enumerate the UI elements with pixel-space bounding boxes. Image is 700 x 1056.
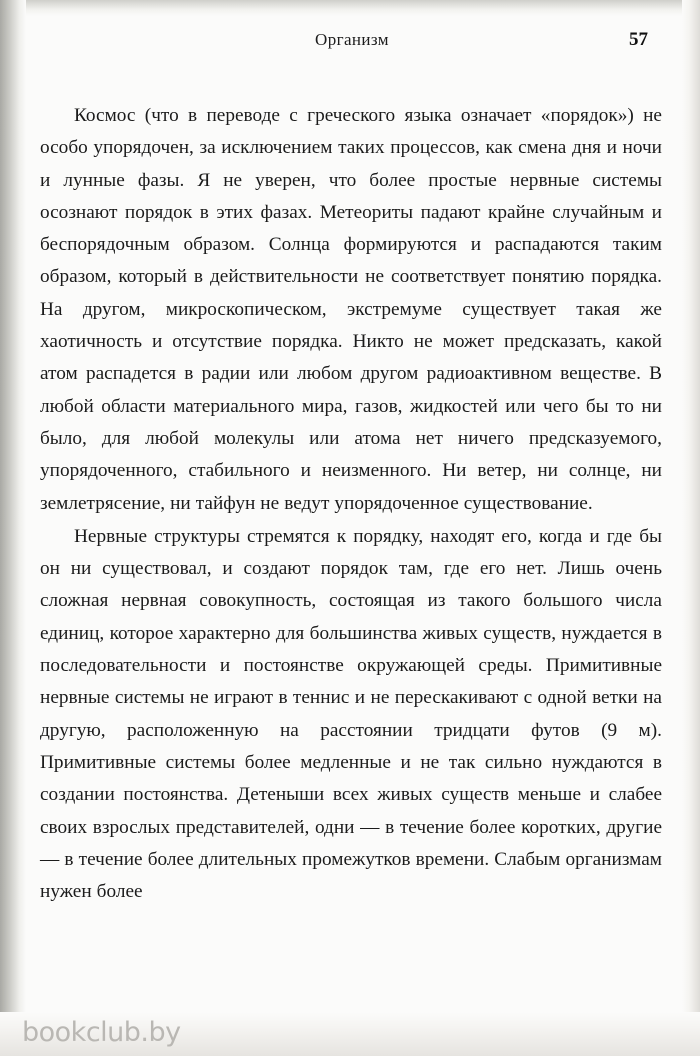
running-head-title: Организм: [315, 30, 389, 49]
page-number: 57: [629, 29, 648, 50]
page-header: [42, 30, 662, 60]
body-text: [40, 100, 662, 908]
paragraph: Нервные структуры стремятся к порядку, находят его, когда и где бы он ни существовал, и создают порядок там, где его нет. Лишь очень сложная нервная совокупность, состоящая из такого большого числа единиц, которое характерно для большинства живых существ, нуждается в последовательности и постоянстве окружающей среды. Примитивные нервные системы не играют в теннис и не перескакивают с одной ветки на другую, расположенную на расстоянии тридцати футов (9 м). Примитивные системы более медленные и не так сильно нуждаются в создании постоянства. Детеныши всех живых существ меньше и слабее своих взрослых представителей, одни — в течение более коротких, другие — в течение более длительных промежутков времени. Слабым организмам нужен более: [40, 525, 662, 903]
paragraph: Космос (что в переводе с греческого языка означает «порядок») не особо упорядочен, за исключением таких процессов, как смена дня и ночи и лунные фазы. Я не уверен, что более простые нервные системы осознают порядок в этих фазах. Метеориты падают крайне случайным и беспорядочным образом. Солнца формируются и распадаются таким образом, который в действительности не соответствует понятию порядка. На другом, микроскопическом, экстремуме существует такая же хаотичность и отсутствие порядка. Никто не может предсказать, какой атом распадется в радии или любом другом радиоактивном веществе. В любой области материального мира, газов, жидкостей или чего бы то ни было, для любой молекулы или атома нет ничего предсказуемого, упорядоченного, стабильного и неизменного. Ни ветер, ни солнце, ни землетрясение, ни тайфун не ведут упорядоченное существование.: [40, 105, 662, 514]
watermark-bookclub: bookclub.by: [22, 1017, 181, 1048]
